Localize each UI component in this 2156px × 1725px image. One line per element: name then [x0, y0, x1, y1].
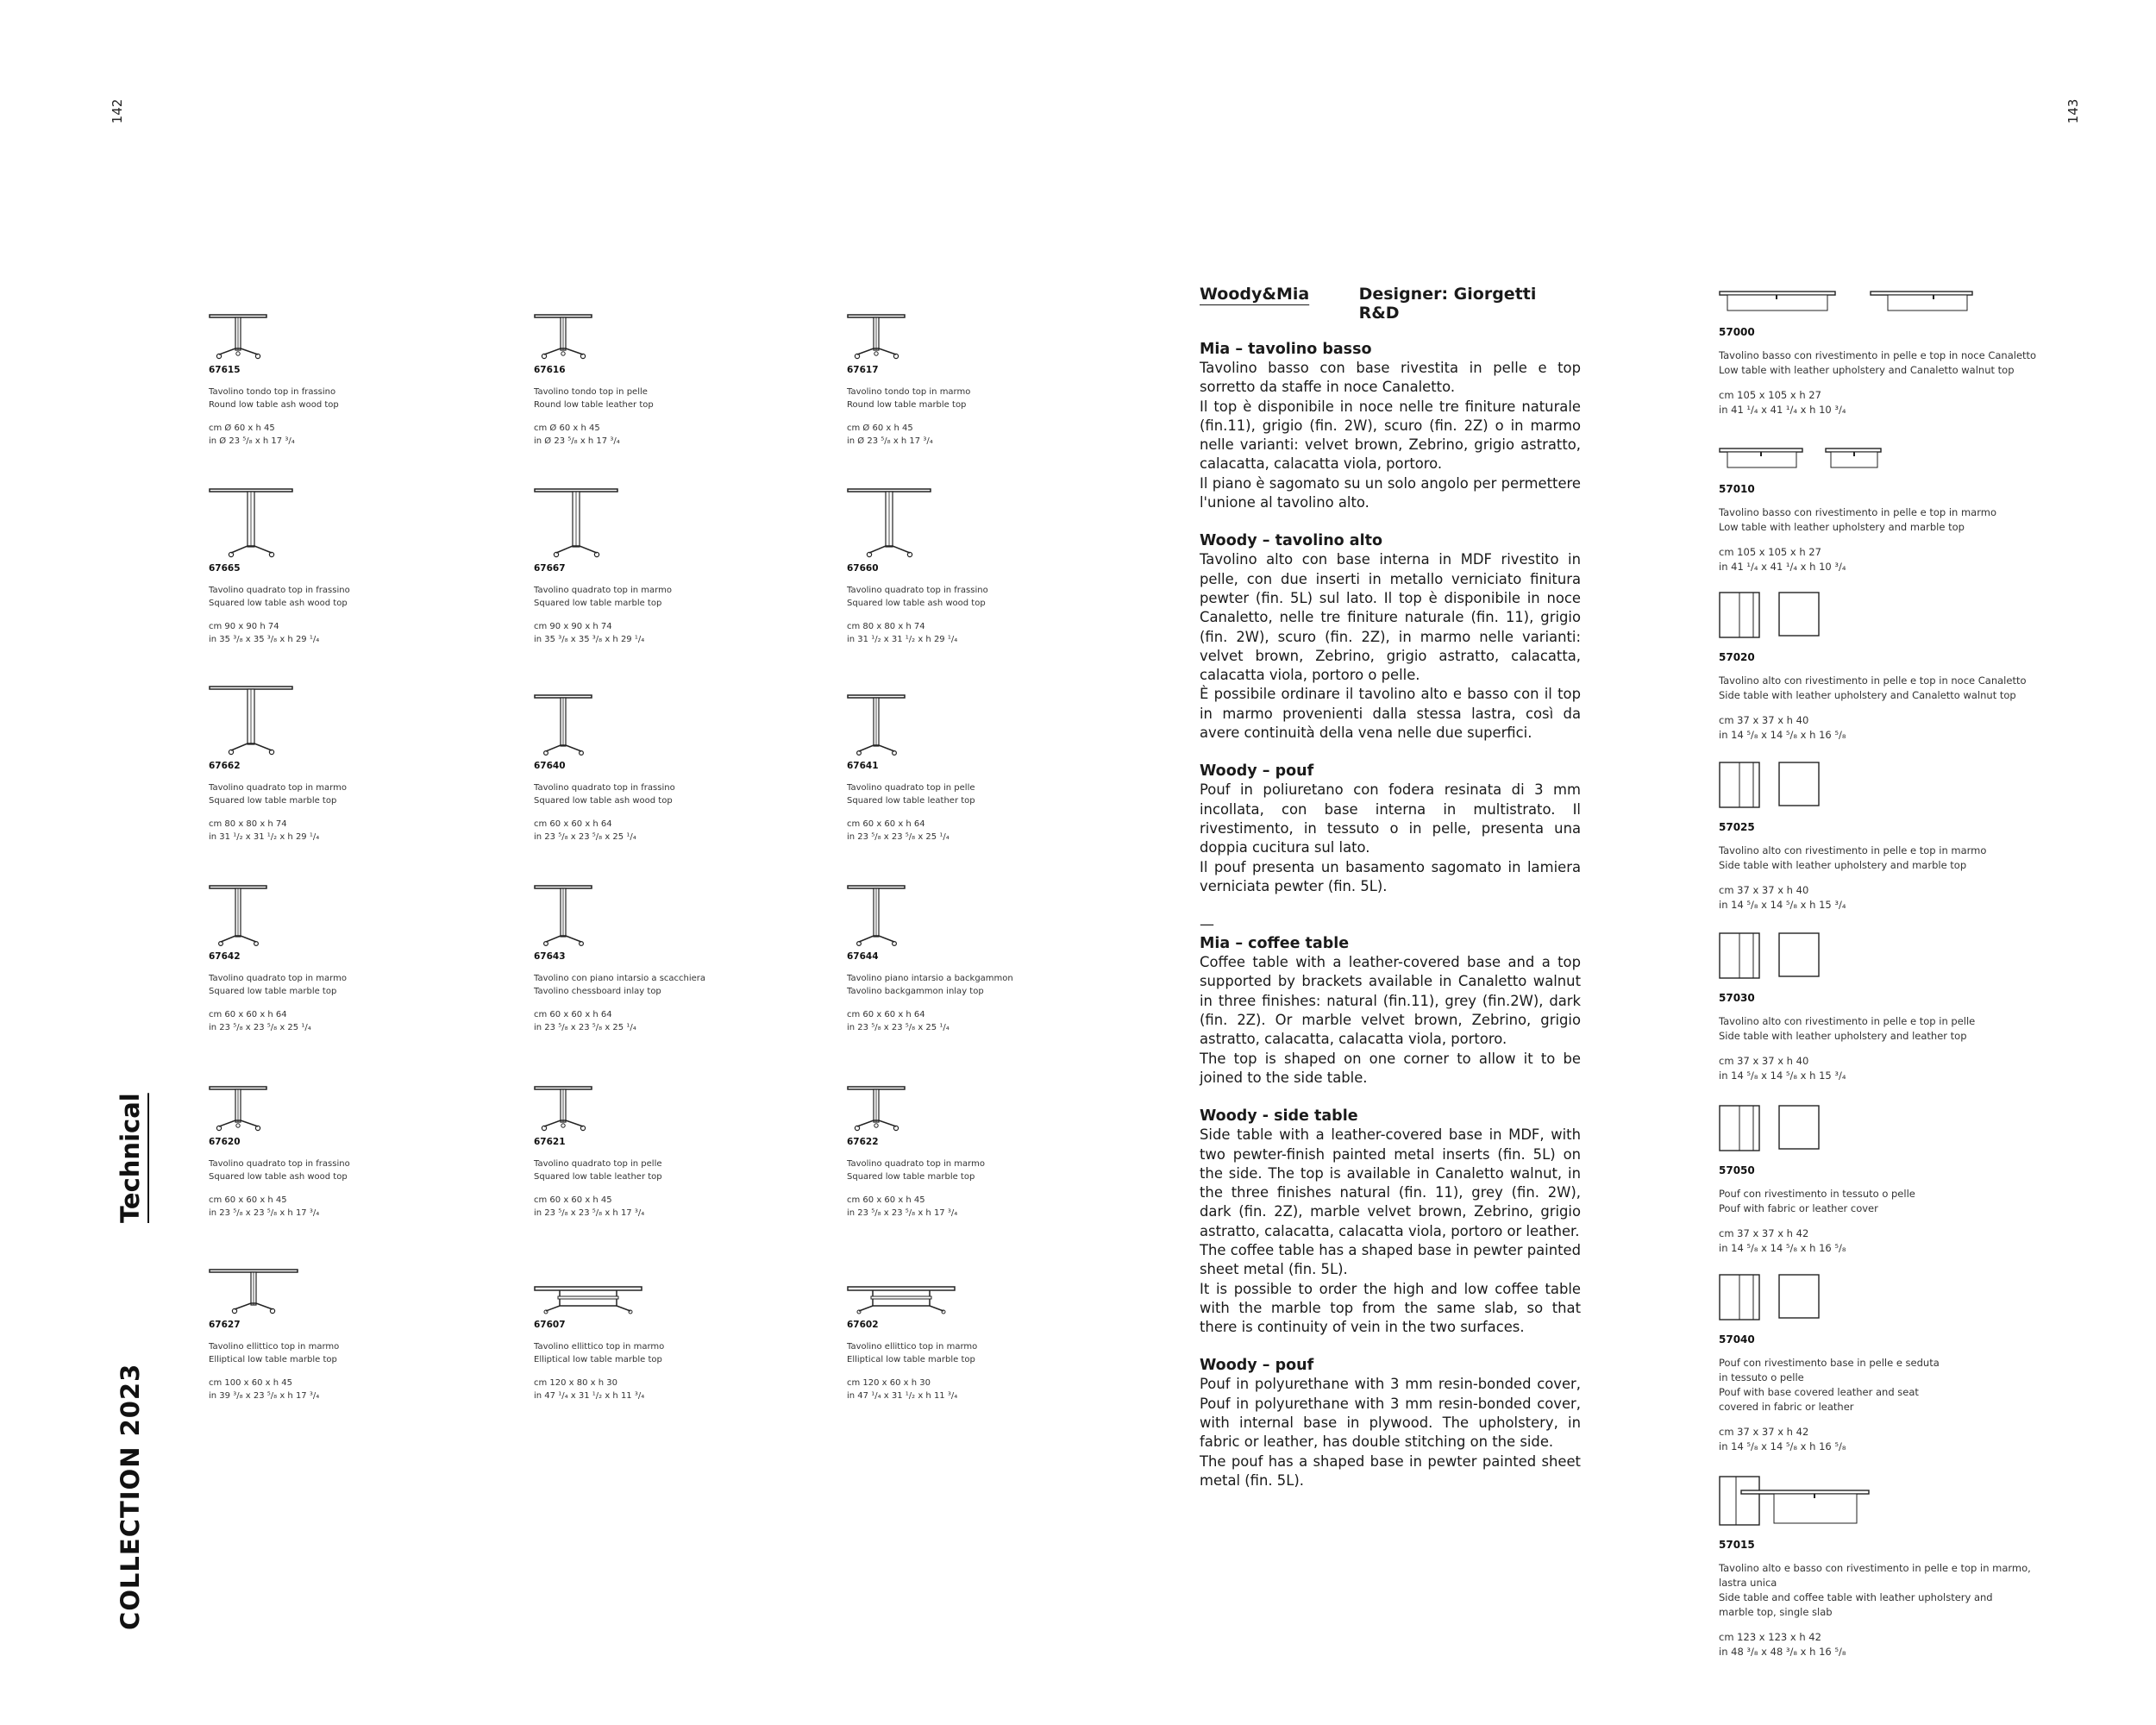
- dimensions-in: in 23 ⁵/₈ x 23 ⁵/₈ x 25 ¹/₄: [534, 832, 636, 842]
- description-it: Tavolino quadrato top in marmo: [534, 586, 672, 595]
- description-it: Tavolino quadrato top in frassino: [847, 586, 988, 595]
- description-it: Tavolino quadrato top in frassino: [534, 783, 675, 793]
- product-item-67617: [847, 313, 1123, 448]
- box-pair-icon: [1719, 761, 2064, 812]
- language-divider: —: [1200, 916, 1214, 934]
- description-en: Squared low table ash wood top: [847, 599, 986, 608]
- product-code: 67627: [209, 1320, 241, 1330]
- description-en: Squared low table marble top: [209, 796, 337, 806]
- description-en: Round low table ash wood top: [209, 400, 339, 410]
- dimensions-cm: cm Ø 60 x h 45: [534, 423, 600, 433]
- dimensions-cm: cm 120 x 80 x h 30: [534, 1378, 618, 1388]
- dimensions-cm: cm 60 x 60 x h 64: [209, 1010, 287, 1019]
- dimensions-in: in 23 ⁵/₈ x 23 ⁵/₈ x 25 ¹/₄: [847, 1023, 950, 1032]
- tall-table-icon: [209, 685, 485, 756]
- variant-code: 57025: [1719, 821, 1755, 833]
- product-code: 67602: [847, 1320, 879, 1330]
- dimensions-in: in 35 ³/₈ x 35 ³/₈ x h 29 ¹/₄: [209, 635, 320, 644]
- page-number-left: 142: [110, 98, 125, 124]
- dimensions-in: in Ø 23 ⁵/₈ x h 17 ³/₄: [534, 436, 620, 446]
- description-section: [1200, 1356, 1581, 1490]
- tall-table-icon: [847, 487, 1123, 558]
- product-item-67640: [534, 693, 810, 844]
- dimensions-in: in 14 ⁵/₈ x 14 ⁵/₈ x h 15 ³/₄: [1719, 899, 1846, 911]
- description-en: Squared low table marble top: [209, 987, 337, 996]
- product-item-67642: [209, 884, 485, 1034]
- variant-code: 57010: [1719, 483, 1755, 495]
- product-item-67660: [847, 487, 1123, 646]
- variant-description: Tavolino alto con rivestimento in pelle e top in pelle: [1719, 1015, 1976, 1027]
- dimensions-in: in 23 ⁵/₈ x 23 ⁵/₈ x h 17 ³/₄: [847, 1208, 958, 1218]
- dimensions-cm: cm 60 x 60 x h 64: [847, 1010, 925, 1019]
- product-code: 67665: [209, 563, 241, 574]
- product-item-67641: [847, 693, 1123, 844]
- coffee-table-icon: [534, 1285, 810, 1314]
- variant-code: 57040: [1719, 1333, 1755, 1346]
- dimensions-in: in 14 ⁵/₈ x 14 ⁵/₈ x h 16 ⁵/₈: [1719, 729, 1846, 741]
- description-it: Tavolino quadrato top in frassino: [209, 1159, 350, 1169]
- variant-description: Side table and coffee table with leather upholstery and: [1719, 1591, 1993, 1603]
- mid-table-icon: [209, 884, 485, 946]
- product-item-67662: [209, 685, 485, 844]
- mid-table-icon: [847, 884, 1123, 946]
- product-code: 67662: [209, 761, 241, 771]
- low-pair-icon: [1719, 442, 2064, 474]
- box-pair-icon: [1719, 1104, 2064, 1156]
- variant-item-57030: [1719, 932, 2064, 1083]
- dimensions-in: in 47 ¹/₄ x 31 ¹/₂ x h 11 ³/₄: [847, 1391, 958, 1401]
- combo-icon: [1719, 1475, 2064, 1530]
- variant-description: Side table with leather upholstery and leather top: [1719, 1030, 1967, 1042]
- product-item-67627: [209, 1268, 485, 1402]
- product-code: 67616: [534, 365, 566, 375]
- section-title: Mia – coffee table: [1200, 935, 1350, 953]
- section-title: Woody – pouf: [1200, 762, 1314, 781]
- dimensions-in: in 41 ¹/₄ x 41 ¹/₄ x h 10 ³/₄: [1719, 561, 1846, 573]
- wide-low-table-icon: [209, 1268, 485, 1314]
- tall-table-icon: [209, 487, 485, 558]
- section-body: Tavolino basso con base rivestita in pelle e top sorretto da staffe in noce Canaletto. Il top è disponibile in noce nelle tre finiture naturale (fin.11), grigio (fin. 2W), scuro (fin. 2Z) o in marmo nelle varianti: velvet brown, Zebrino, grigio astratto, calacatta, calacatta viola, portoro. Il piano è sagomato su un solo angolo per permettere l'unione al tavolino alto.: [1200, 360, 1581, 511]
- dimensions-in: in Ø 23 ⁵/₈ x h 17 ³/₄: [847, 436, 933, 446]
- variant-description: Tavolino alto con rivestimento in pelle e top in marmo: [1719, 844, 1987, 856]
- dimensions-in: in 47 ¹/₄ x 31 ¹/₂ x h 11 ³/₄: [534, 1391, 645, 1401]
- product-code: 67640: [534, 761, 566, 771]
- variant-item-57015: [1719, 1475, 2064, 1659]
- dimensions-cm: cm 80 x 80 x h 74: [209, 819, 287, 829]
- mid-table-icon: [847, 693, 1123, 756]
- product-item-67665: [209, 487, 485, 646]
- product-code: 67607: [534, 1320, 566, 1330]
- section-body: Tavolino alto con base interna in MDF rivestito in pelle, con due inserti in metallo verniciato finitura pewter (fin. 5L) sul lato. Il top è disponibile in noce Canaletto, nelle tre finiture naturale (fin. 11), grigio (fin. 2W), scuro (fin. 2Z), in marmo nelle varianti: velvet brown, Zebrino, grigio astratto, calacatta, calacatta viola, portoro o pelle. È possibile ordinare il tavolino alto e basso con il top in marmo provenienti dalla stessa lastra, così da avere continuità della vena nelle due superfici.: [1200, 551, 1581, 742]
- variant-item-57050: [1719, 1104, 2064, 1256]
- dimensions-cm: cm 60 x 60 x h 45: [847, 1195, 925, 1205]
- variant-item-57025: [1719, 761, 2064, 913]
- product-item-67615: [209, 313, 485, 448]
- dimensions-in: in 14 ⁵/₈ x 14 ⁵/₈ x h 15 ³/₄: [1719, 1070, 1846, 1082]
- variant-item-57040: [1719, 1273, 2064, 1454]
- variant-description: Low table with leather upholstery and marble top: [1719, 521, 1965, 533]
- dimensions-cm: cm 60 x 60 x h 64: [847, 819, 925, 829]
- product-item-67607: [534, 1285, 810, 1402]
- description-it: Tavolino quadrato top in pelle: [847, 783, 975, 793]
- variant-code: 57030: [1719, 992, 1755, 1004]
- section-title: Woody – pouf: [1200, 1357, 1314, 1375]
- product-code: 67617: [847, 365, 879, 375]
- description-section: [1200, 934, 1581, 1088]
- description-section: [1200, 340, 1581, 512]
- variant-description: Pouf with base covered leather and seat: [1719, 1386, 1919, 1398]
- product-item-67602: [847, 1285, 1123, 1402]
- description-section: [1200, 1107, 1581, 1337]
- description-it: Tavolino ellittico top in marmo: [847, 1342, 978, 1352]
- product-code: 67642: [209, 951, 241, 962]
- dimensions-in: in 23 ⁵/₈ x 23 ⁵/₈ x 25 ¹/₄: [534, 1023, 636, 1032]
- section-title: Mia – tavolino basso: [1200, 341, 1372, 358]
- designer-credit: Designer: Giorgetti R&D: [1358, 285, 1537, 323]
- section-body: Side table with a leather-covered base in MDF, with two pewter-finish painted metal inserts (fin. 5L) on the side. The top is available in Canaletto walnut, in the three finishes natural (fin. 11), grey (fin. 2W), dark (fin. 2Z), marble velvet brown, Zebrino, grigio astratto, calacatta, calacatta viola, portoro or leather. The coffee table has a shaped base in pewter painted sheet metal (fin. 5L). It is possible to order the high and low coffee table with the marble top from the same slab, so that there is continuity of vein in the two surfaces.: [1200, 1126, 1581, 1336]
- description-en: Squared low table ash wood top: [209, 1172, 348, 1182]
- product-item-67667: [534, 487, 810, 646]
- variant-description: lastra unica: [1719, 1577, 1777, 1589]
- header-row: [1200, 285, 1581, 323]
- tall-table-icon: [534, 487, 810, 558]
- round-low-table-icon: [209, 313, 485, 360]
- dimensions-cm: cm 80 x 80 x h 74: [847, 622, 925, 631]
- variant-code: 57015: [1719, 1539, 1755, 1551]
- page-number-right: 143: [2065, 98, 2081, 124]
- variant-code: 57000: [1719, 326, 1755, 338]
- variant-description: Tavolino basso con rivestimento in pelle e top in marmo: [1719, 506, 1996, 518]
- dimensions-cm: cm 60 x 60 x h 64: [534, 819, 612, 829]
- mid-table-icon: [534, 693, 810, 756]
- description-it: Tavolino ellittico top in marmo: [534, 1342, 665, 1352]
- variant-description: covered in fabric or leather: [1719, 1401, 1854, 1413]
- description-en: Squared low table ash wood top: [534, 796, 673, 806]
- mid-table-icon: [534, 884, 810, 946]
- round-low-table-icon: [534, 1085, 810, 1132]
- product-code: 67644: [847, 951, 879, 962]
- product-code: 67615: [209, 365, 241, 375]
- dimensions-cm: cm 105 x 105 x h 27: [1719, 546, 1821, 558]
- description-it: Tavolino tondo top in frassino: [209, 387, 336, 397]
- dimensions-cm: cm 123 x 123 x h 42: [1719, 1631, 1821, 1643]
- description-it: Tavolino piano intarsio a backgammon: [847, 974, 1013, 983]
- round-low-table-icon: [209, 1085, 485, 1132]
- variant-code: 57050: [1719, 1164, 1755, 1176]
- dimensions-cm: cm 120 x 60 x h 30: [847, 1378, 931, 1388]
- dimensions-cm: cm Ø 60 x h 45: [847, 423, 913, 433]
- description-en: Squared low table marble top: [847, 1172, 975, 1182]
- dimensions-cm: cm 37 x 37 x h 42: [1719, 1227, 1809, 1239]
- product-code: 67667: [534, 563, 566, 574]
- section-label: Technical: [116, 1093, 145, 1223]
- dimensions-in: in 23 ⁵/₈ x 23 ⁵/₈ x h 17 ³/₄: [209, 1208, 320, 1218]
- variant-description: Tavolino alto con rivestimento in pelle e top in noce Canaletto: [1719, 674, 2027, 687]
- variant-description: Tavolino alto e basso con rivestimento in pelle e top in marmo,: [1719, 1562, 2031, 1574]
- product-item-67643: [534, 884, 810, 1034]
- dimensions-in: in 48 ³/₈ x 48 ³/₈ x h 16 ⁵/₈: [1719, 1646, 1846, 1658]
- dimensions-cm: cm 37 x 37 x h 40: [1719, 714, 1809, 726]
- product-code: 67643: [534, 951, 566, 962]
- section-body: Pouf in poliuretano con fodera resinata di 3 mm incollata, con base interna in multistrato. Il rivestimento, in tessuto o in pelle, presenta una doppia cucitura sul lato. Il pouf presenta un basamento sagomato in lamiera verniciata pewter (fin. 5L).: [1200, 781, 1581, 894]
- description-en: Round low table marble top: [847, 400, 967, 410]
- dimensions-cm: cm 60 x 60 x h 45: [534, 1195, 612, 1205]
- description-it: Tavolino quadrato top in marmo: [847, 1159, 985, 1169]
- description-en: Elliptical low table marble top: [209, 1355, 337, 1364]
- italian-sections: [1200, 340, 1581, 896]
- variant-description: Tavolino basso con rivestimento in pelle e top in noce Canaletto: [1719, 349, 2037, 361]
- dimensions-in: in 14 ⁵/₈ x 14 ⁵/₈ x h 16 ⁵/₈: [1719, 1440, 1846, 1452]
- collection-label: COLLECTION 2023: [116, 1363, 145, 1630]
- description-en: Squared low table leather top: [534, 1172, 662, 1182]
- variant-description: marble top, single slab: [1719, 1606, 1833, 1618]
- product-code: 67622: [847, 1137, 879, 1147]
- section-body: Coffee table with a leather-covered base and a top supported by brackets available in Canaletto walnut in three finishes: natural (fin.11), grey (fin.2W), dark (fin. 2Z). Or marble velvet brown, Zebrino, grigio astratto, calacatta, calacatta viola, portoro. The top is shaped on one corner to allow it to be joined to the side table.: [1200, 954, 1581, 1086]
- product-item-67621: [534, 1085, 810, 1220]
- variant-description: Pouf con rivestimento base in pelle e seduta: [1719, 1357, 1940, 1369]
- dimensions-in: in 35 ³/₈ x 35 ³/₈ x h 29 ¹/₄: [534, 635, 645, 644]
- variant-code: 57020: [1719, 651, 1755, 663]
- description-en: Tavolino chessboard inlay top: [534, 987, 661, 996]
- description-section: [1200, 531, 1581, 743]
- product-item-67616: [534, 313, 810, 448]
- product-item-67644: [847, 884, 1123, 1034]
- dimensions-in: in 14 ⁵/₈ x 14 ⁵/₈ x h 16 ⁵/₈: [1719, 1242, 1846, 1254]
- section-body: Pouf in polyurethane with 3 mm resin-bonded cover, Pouf in polyurethane with 3 mm resin-bonded cover, with internal base in plywood. The upholstery, in fabric or leather, has double stitching on the side. The pouf has a shaped base in pewter painted sheet metal (fin. 5L).: [1200, 1376, 1581, 1489]
- description-en: Squared low table leather top: [847, 796, 975, 806]
- description-column: [1200, 285, 1581, 1509]
- variant-description: Pouf con rivestimento in tessuto o pelle: [1719, 1188, 1915, 1200]
- variant-description: in tessuto o pelle: [1719, 1371, 1804, 1383]
- low-wide-pair-icon: [1719, 285, 2064, 317]
- section-title: Woody - side table: [1200, 1107, 1358, 1126]
- coffee-table-icon: [847, 1285, 1123, 1314]
- section-title: Woody – tavolino alto: [1200, 532, 1382, 550]
- box-pair-icon: [1719, 1273, 2064, 1325]
- description-en: Squared low table ash wood top: [209, 599, 348, 608]
- variant-item-57000: [1719, 285, 2064, 417]
- description-en: Elliptical low table marble top: [847, 1355, 975, 1364]
- box-pair-icon: [1719, 932, 2064, 983]
- description-it: Tavolino quadrato top in marmo: [209, 974, 347, 983]
- description-en: Elliptical low table marble top: [534, 1355, 662, 1364]
- product-code: 67660: [847, 563, 879, 574]
- description-it: Tavolino quadrato top in frassino: [209, 586, 350, 595]
- description-it: Tavolino quadrato top in pelle: [534, 1159, 662, 1169]
- description-it: Tavolino quadrato top in marmo: [209, 783, 347, 793]
- round-low-table-icon: [847, 313, 1123, 360]
- variant-description: Side table with leather upholstery and Canaletto walnut top: [1719, 689, 2016, 701]
- product-code: 67620: [209, 1137, 241, 1147]
- variant-description: Low table with leather upholstery and Canaletto walnut top: [1719, 364, 2015, 376]
- description-it: Tavolino ellittico top in marmo: [209, 1342, 340, 1352]
- dimensions-cm: cm 90 x 90 h 74: [209, 622, 279, 631]
- variant-description: Pouf with fabric or leather cover: [1719, 1202, 1878, 1214]
- dimensions-in: in 39 ³/₈ x 23 ⁵/₈ x h 17 ³/₄: [209, 1391, 320, 1401]
- description-en: Tavolino backgammon inlay top: [847, 987, 984, 996]
- dimensions-cm: cm 60 x 60 x h 64: [534, 1010, 612, 1019]
- variant-item-57020: [1719, 591, 2064, 743]
- round-low-table-icon: [534, 313, 810, 360]
- dimensions-cm: cm Ø 60 x h 45: [209, 423, 275, 433]
- product-code: 67621: [534, 1137, 566, 1147]
- product-item-67620: [209, 1085, 485, 1220]
- dimensions-cm: cm 90 x 90 x h 74: [534, 622, 612, 631]
- dimensions-cm: cm 37 x 37 x h 42: [1719, 1426, 1809, 1438]
- description-it: Tavolino tondo top in marmo: [847, 387, 971, 397]
- description-en: Round low table leather top: [534, 400, 654, 410]
- dimensions-in: in 31 ¹/₂ x 31 ¹/₂ x h 29 ¹/₄: [209, 832, 320, 842]
- dimensions-cm: cm 37 x 37 x h 40: [1719, 1055, 1809, 1067]
- variant-description: Side table with leather upholstery and marble top: [1719, 859, 1967, 871]
- description-it: Tavolino con piano intarsio a scacchiera: [534, 974, 706, 983]
- box-pair-icon: [1719, 591, 2064, 643]
- product-code: 67641: [847, 761, 879, 771]
- description-it: Tavolino tondo top in pelle: [534, 387, 648, 397]
- dimensions-cm: cm 60 x 60 x h 45: [209, 1195, 287, 1205]
- product-name: Woody&Mia: [1200, 285, 1310, 304]
- dimensions-cm: cm 37 x 37 x h 40: [1719, 884, 1809, 896]
- description-en: Squared low table marble top: [534, 599, 662, 608]
- round-low-table-icon: [847, 1085, 1123, 1132]
- variant-item-57010: [1719, 442, 2064, 574]
- description-section: [1200, 762, 1581, 896]
- english-sections: [1200, 934, 1581, 1490]
- dimensions-in: in 23 ⁵/₈ x 23 ⁵/₈ x 25 ¹/₄: [209, 1023, 311, 1032]
- dimensions-cm: cm 100 x 60 x h 45: [209, 1378, 293, 1388]
- dimensions-cm: cm 105 x 105 x h 27: [1719, 389, 1821, 401]
- dimensions-in: in 23 ⁵/₈ x 23 ⁵/₈ x 25 ¹/₄: [847, 832, 950, 842]
- dimensions-in: in 41 ¹/₄ x 41 ¹/₄ x h 10 ³/₄: [1719, 404, 1846, 416]
- dimensions-in: in 31 ¹/₂ x 31 ¹/₂ x h 29 ¹/₄: [847, 635, 958, 644]
- product-item-67622: [847, 1085, 1123, 1220]
- dimensions-in: in Ø 23 ⁵/₈ x h 17 ³/₄: [209, 436, 295, 446]
- dimensions-in: in 23 ⁵/₈ x 23 ⁵/₈ x h 17 ³/₄: [534, 1208, 645, 1218]
